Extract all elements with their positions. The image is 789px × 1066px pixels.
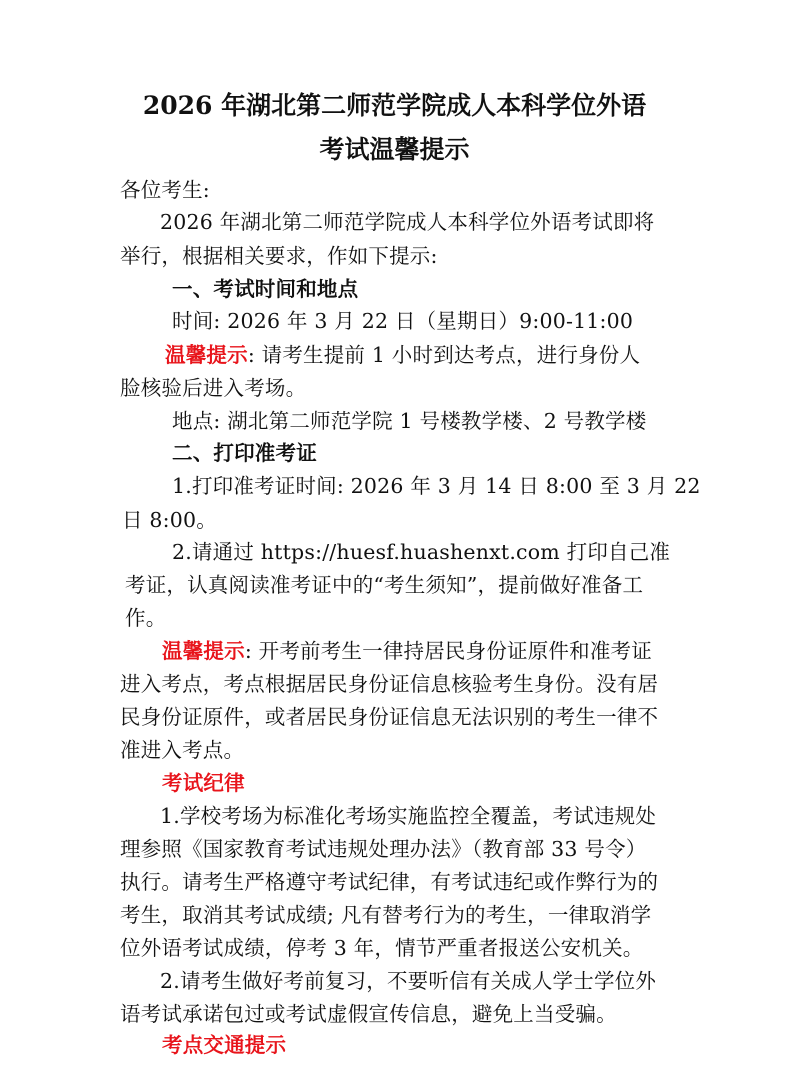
greeting: 各位考生: [120, 178, 210, 202]
tip-text: : 开考前考生一律持居民身份证原件和准考证 [244, 639, 652, 663]
section2-tip-line3: 民身份证原件，或者居民身份证信息无法识别的考生一律不 [120, 705, 659, 729]
tip-text: : 请考生提前 1 小时到达考点，进行身份人 [247, 343, 641, 367]
section1-tip-line1 [165, 341, 640, 369]
document-title-line2: 考试温馨提示 [319, 135, 470, 164]
section2-tip-line2: 进入考点，考点根据居民身份证信息核验考生身份。没有居 [120, 672, 659, 696]
discipline-item1-line4: 考生，取消其考试成绩; 凡有替考行为的考生，一律取消学 [120, 903, 652, 927]
section2-tip-line1 [162, 637, 652, 665]
document-title-line1: 2026 年湖北第二师范学院成人本科学位外语 [142, 91, 647, 120]
exam-time: 时间: 2026 年 3 月 22 日（星期日）9:00-11:00 [172, 309, 634, 333]
discipline-item1-line5: 位外语考试成绩，停考 3 年，情节严重者报送公安机关。 [120, 936, 644, 960]
intro-line1: 2026 年湖北第二师范学院成人本科学位外语考试即将 [160, 210, 655, 234]
discipline-item1-line2: 理参照《国家教育考试违规处理办法》（教育部 33 号令） [120, 837, 647, 861]
print-item1-line2: 日 8:00。 [122, 508, 217, 532]
section2-tip-line4: 准进入考点。 [120, 738, 245, 762]
exam-place: 地点: 湖北第二师范学院 1 号楼教学楼、2 号教学楼 [172, 409, 647, 433]
section1-tip-line2: 脸核验后进入考场。 [120, 376, 307, 400]
print-item2-line3: 作。 [125, 606, 167, 630]
intro-line2: 举行，根据相关要求，作如下提示: [120, 244, 438, 268]
section4-heading: 考点交通提示 [162, 1033, 287, 1057]
section2-heading: 二、打印准考证 [172, 441, 317, 465]
discipline-item1-line1: 1.学校考场为标准化考场实施监控全覆盖，考试违规处 [160, 804, 657, 828]
print-item1-line1: 1.打印准考证时间: 2026 年 3 月 14 日 8:00 至 3 月 22 [172, 474, 701, 498]
print-item2-line1: 2.请通过 https://huesf.huashenxt.com 打印自己准 [172, 540, 671, 564]
discipline-item2-line2: 语考试承诺包过或考试虚假宣传信息，避免上当受骗。 [120, 1002, 617, 1026]
tip-label: 温馨提示 [165, 343, 248, 367]
section1-heading: 一、考试时间和地点 [172, 277, 359, 301]
section3-heading: 考试纪律 [162, 771, 245, 795]
discipline-item2-line1: 2.请考生做好考前复习，不要听信有关成人学士学位外 [160, 969, 657, 993]
tip-label: 温馨提示 [162, 639, 245, 663]
discipline-item1-line3: 执行。请考生严格遵守考试纪律，有考试违纪或作弊行为的 [120, 870, 659, 894]
print-item2-line2: 考证，认真阅读准考证中的“考生须知”，提前做好准备工 [125, 573, 644, 597]
